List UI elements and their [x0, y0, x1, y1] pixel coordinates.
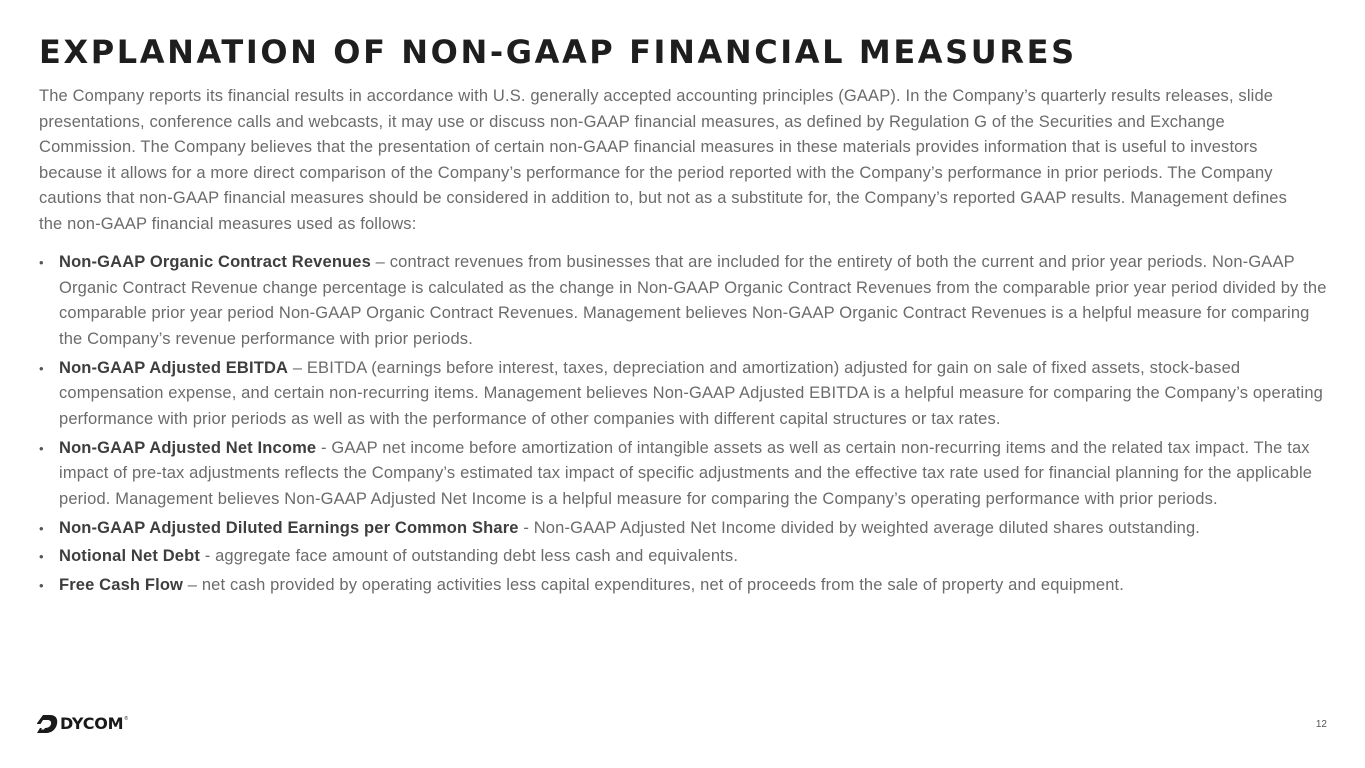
measure-definition: - GAAP net income before amortization of intangible assets as well as certain non-recurring items and the related tax impact. The tax impact of pre-tax adjustments reflects the Company’s estimated tax impact of specific adjustments and the effective tax rate used for financial planning for the applicable period. Management believes Non-GAAP Adjusted Net Income is a helpful measure for comparing the Company’s operating performance with prior periods.: [59, 438, 1313, 508]
measure-definition: – net cash provided by operating activities less capital expenditures, net of proceeds from the sale of property and equipment.: [183, 576, 1125, 595]
measure-item: [39, 573, 1329, 599]
measure-item: [39, 544, 1329, 570]
dycom-logo: [37, 713, 128, 735]
logo-wordmark: DYCOM: [60, 714, 124, 733]
logo-trademark: ®: [124, 716, 129, 722]
measure-item: [39, 516, 1329, 542]
measure-item: [39, 356, 1329, 433]
measure-term: Non-GAAP Adjusted Diluted Earnings per Common Share: [59, 518, 519, 537]
measure-definition: – contract revenues from businesses that are included for the entirety of both the current and prior year periods. Non-GAAP Organic Contract Revenue change percentage is calculated as the change in Non-GAAP Organic Contract Revenues from the comparable prior year period divided by the comparable prior year period Non-GAAP Organic Contract Revenues. Management believes Non-GAAP Organic Contract Revenues is a helpful measure for comparing the Company’s revenue performance with prior periods.: [59, 253, 1327, 348]
measure-term: Notional Net Debt: [59, 547, 200, 566]
measure-definition: - aggregate face amount of outstanding debt less cash and equivalents.: [199, 547, 739, 566]
bullet-icon: •: [39, 578, 44, 594]
measure-definition: – EBITDA (earnings before interest, taxes, depreciation and amortization) adjusted for gain on sale of fixed assets, stock-based compensation expense, and certain non-recurring items. Management believes Non-GAAP Adjusted EBITDA is a helpful measure for comparing the Company’s operating performance with prior periods as well as with the performance of other companies with different capital structures or tax rates.: [59, 358, 1324, 428]
measure-item: [39, 250, 1329, 352]
bullet-icon: •: [39, 360, 44, 376]
intro-paragraph: The Company reports its financial results in accordance with U.S. generally accepted accounting principles (GAAP). In the Company’s quarterly results releases, slide presentations, conference calls and webcasts, it may use or discuss non-GAAP financial measures, as defined by Regulation G of the Securities and Exchange Commission. The Company believes that the presentation of certain non-GAAP financial measures in these materials provides information that is useful to investors because it allows for a more direct comparison of the Company’s performance for the period reported with the Company’s performance in prior periods. The Company cautions that non-GAAP financial measures should be considered in addition to, but not as a substitute for, the Company’s reported GAAP results. Management defines the non-GAAP financial measures used as follows:: [39, 87, 1288, 233]
bullet-icon: •: [39, 520, 44, 536]
measure-term: Non-GAAP Adjusted Net Income: [59, 438, 317, 457]
measure-term: Non-GAAP Adjusted EBITDA: [59, 358, 289, 377]
measure-definition: - Non-GAAP Adjusted Net Income divided by weighted average diluted shares outstanding.: [518, 518, 1201, 537]
measure-term: Free Cash Flow: [59, 576, 184, 595]
measure-item: [39, 436, 1329, 513]
measures-list: [39, 250, 1329, 602]
slide-title: EXPLANATION OF NON-GAAP FINANCIAL MEASURES: [39, 33, 1077, 71]
page-number: 12: [1315, 719, 1327, 730]
measure-term: Non-GAAP Organic Contract Revenues: [59, 253, 371, 271]
bullet-icon: •: [39, 440, 44, 456]
bullet-icon: •: [39, 549, 44, 565]
dycom-d-mark-icon: [37, 714, 59, 734]
bullet-icon: •: [39, 255, 44, 270]
